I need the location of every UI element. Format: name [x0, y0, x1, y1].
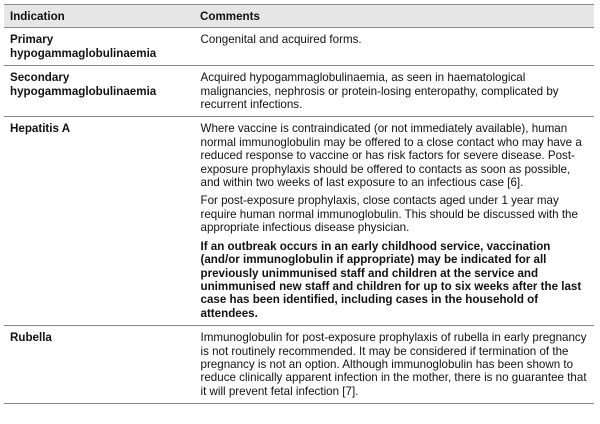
- comments-cell: [194, 117, 594, 326]
- indication-cell: Primary hypogammaglobulinaemia: [4, 28, 194, 66]
- table-row: [4, 66, 594, 117]
- indication-column-header: Indication: [4, 5, 194, 28]
- comments-column-header: Comments: [194, 5, 594, 28]
- comment-paragraph: For post-exposure prophylaxis, close contacts aged under 1 year may require human normal immunoglobulin. This should be discussed with the appropriate infectious disease physician.: [200, 194, 578, 235]
- indication-cell: Secondary hypogammaglobulinaemia: [4, 66, 194, 117]
- comment-paragraph: Congenital and acquired forms.: [200, 33, 362, 47]
- comments-cell: [194, 326, 594, 404]
- comments-cell: [194, 28, 594, 66]
- table-row: [4, 117, 594, 326]
- table-row: [4, 28, 594, 66]
- table-header-row: [4, 5, 594, 28]
- comment-paragraph: Acquired hypogammaglobulinaemia, as seen in haematological malignancies, nephrosis or protein-losing enteropathy, complicated by recurrent infections.: [200, 71, 559, 112]
- indications-table: [4, 4, 594, 404]
- comment-paragraph: Where vaccine is contraindicated (or not immediately available), human normal immunoglobulin may be offered to a close contact who may have a reduced response to vaccine or has risk factors for severe disease. Post-exposure prophylaxis should be offered to contacts as soon as possible, and within two weeks of last exposure to an infectious case [6].: [200, 122, 582, 190]
- comments-cell: [194, 66, 594, 117]
- table-row: [4, 326, 594, 404]
- comment-paragraph-bold: If an outbreak occurs in an early childhood service, vaccination (and/or immunoglobulin if appropriate) may be indicated for all previously unimmunised staff and children at the service and unimmunised new staff and children for up to six weeks after the last case has been identified, including cases in the household of attendees.: [200, 239, 582, 320]
- indication-cell: Hepatitis A: [4, 117, 194, 326]
- indication-cell: Rubella: [4, 326, 194, 404]
- comment-paragraph: Immunoglobulin for post-exposure prophylaxis of rubella in early pregnancy is not routinely recommended. It may be considered if termination of the pregnancy is not an option. Although immunoglobulin has been shown to reduce clinically apparent infection in the mother, there is no guarantee that it will prevent fetal infection [7].: [200, 331, 587, 398]
